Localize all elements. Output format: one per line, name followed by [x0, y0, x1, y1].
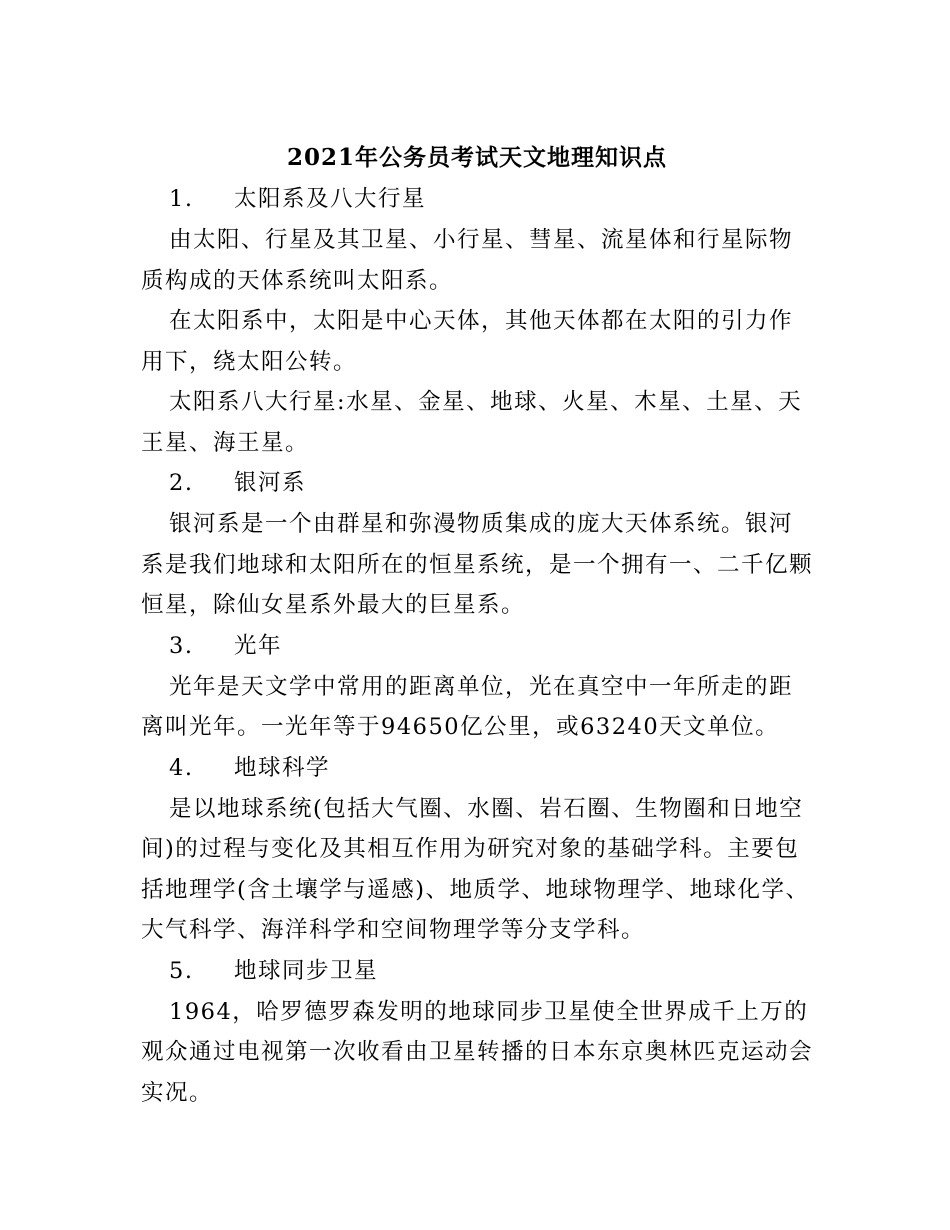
section-number: 1.: [169, 186, 194, 212]
section-number: 5.: [169, 957, 194, 984]
section-title: 地球科学: [234, 754, 331, 781]
section-title: 银河系: [234, 470, 307, 496]
section-heading: [141, 179, 813, 220]
section-heading: [141, 626, 813, 667]
section-heading: [141, 951, 813, 992]
section-3: [141, 626, 813, 748]
section-number: 3.: [169, 632, 194, 659]
document-title: 2021年公务员考试天文地理知识点: [286, 144, 667, 171]
section-heading: [141, 748, 813, 789]
document-body: [141, 138, 813, 1113]
section-number: 4.: [169, 754, 194, 781]
section-1: [141, 179, 813, 463]
section-4: [141, 748, 813, 951]
paragraph: 太阳系八大行星:水星、金星、地球、火星、木星、土星、天王星、海王星。: [141, 389, 803, 456]
paragraph: 在太阳系中，太阳是中心天体，其他天体都在太阳的引力作用下，绕太阳公转。: [141, 308, 794, 375]
section-title: 太阳系及八大行星: [234, 186, 427, 212]
section-2: [141, 463, 813, 626]
section-title: 地球同步卫星: [234, 957, 379, 984]
section-number: 2.: [169, 470, 194, 496]
paragraph: 光年是天文学中常用的距离单位，光在真空中一年所走的距离叫光年。一光年等于94650亿公里，或63240天文单位。: [141, 673, 794, 740]
section-title: 光年: [234, 632, 283, 659]
paragraph: 是以地球系统(包括大气圈、水圈、岩石圈、生物圈和日地空间)的过程与变化及其相互作用为研究对象的基础学科。主要包括地理学(含土壤学与遥感)、地质学、地球物理学、地球化学、大气科学、海洋科学和空间物理学等分支学科。: [141, 795, 810, 943]
paragraph: 1964，哈罗德罗森发明的地球同步卫星使全世界成千上万的观众通过电视第一次收看由卫星转播的日本东京奥林匹克运动会实况。: [141, 998, 814, 1106]
paragraph: 由太阳、行星及其卫星、小行星、彗星、流星体和行星际物质构成的天体系统叫太阳系。: [141, 227, 794, 294]
section-5: [141, 951, 813, 1114]
paragraph: 银河系是一个由群星和弥漫物质集成的庞大天体系统。银河系是我们地球和太阳所在的恒星系统，是一个拥有一、二千亿颗恒星，除仙女星系外最大的巨星系。: [141, 511, 814, 618]
section-heading: [141, 463, 813, 504]
